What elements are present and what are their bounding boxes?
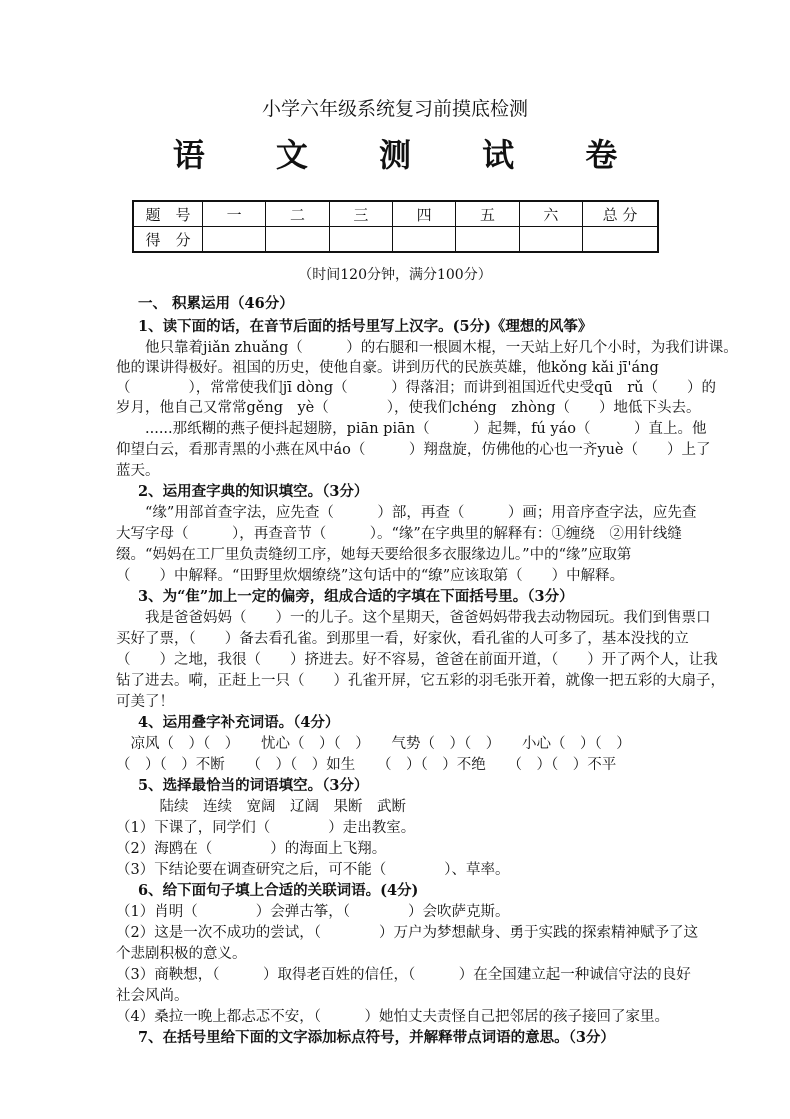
score-table-header-row bbox=[133, 201, 658, 227]
question-line: （ ）中解释。“田野里炊烟缭绕”这句话中的“缭”应该取第（ ）中解释。 bbox=[116, 568, 625, 584]
question-title: 4、运用叠字补充词语。（4分） bbox=[138, 714, 340, 731]
question-title: 1、读下面的话，在音节后面的括号里写上汉字。(5分)《理想的风筝》 bbox=[138, 318, 593, 335]
question-title: 5、选择最恰当的词语填空。（3分） bbox=[138, 777, 369, 794]
score-cell: 六 bbox=[519, 201, 582, 227]
score-input-cell[interactable] bbox=[392, 227, 455, 253]
question-line: （4）桑拉一晚上都忐忑不安，（ ）她怕丈夫责怪自己把邻居的孩子接回了家里。 bbox=[116, 1009, 669, 1025]
question-line: （3）下结论要在调查研究之后，可不能（ ）、草率。 bbox=[116, 862, 510, 878]
question-title: 7、在括号里给下面的文字添加标点符号，并解释带点词语的意思。（3分） bbox=[138, 1029, 615, 1046]
question-line: 凉风（ ）（ ） 忧心（ ）（ ） 气势（ ）（ ） 小心（ ）（ ） bbox=[116, 736, 631, 752]
question-line: 我是爸爸妈妈（ ）一的儿子。这个星期天，爸爸妈妈带我去动物园玩。我们到售票口 bbox=[116, 610, 711, 626]
score-input-cell[interactable] bbox=[266, 227, 329, 253]
score-cell: 题 号 bbox=[133, 201, 203, 227]
question-line: （1）下课了，同学们（ ）走出教室。 bbox=[116, 820, 416, 836]
question-line: “缘”用部首查字法，应先查（ ）部，再查（ ）画；用音序查字法，应先查 bbox=[116, 505, 697, 521]
score-input-cell[interactable] bbox=[329, 227, 392, 253]
question-line: 个悲剧积极的意义。 bbox=[116, 946, 247, 962]
question-line: 缀。“妈妈在工厂里负责缝纫工序，她每天要给很多衣服缘边儿。”中的“缘”应取第 bbox=[116, 547, 632, 563]
score-table-score-row bbox=[133, 227, 658, 253]
score-input-cell[interactable] bbox=[583, 227, 659, 253]
question-line: （ ）（ ）不断 （ ）（ ）如生 （ ）（ ）不绝 （ ）（ ）不平 bbox=[116, 757, 617, 773]
question-line: 岁月，他自己又常常gěng yè（ ），使我们chéng zhòng（ ）地低下头去。 bbox=[116, 400, 701, 416]
question-line: （3）商鞅想，（ ）取得老百姓的信任，（ ）在全国建立起一种诚信守法的良好 bbox=[116, 967, 691, 983]
question-line: 可美了！ bbox=[116, 694, 174, 710]
score-input-cell[interactable] bbox=[456, 227, 519, 253]
question-line: 买好了票，（ ）备去看孔雀。到那里一看，好家伙，看孔雀的人可多了，基本没找的立 bbox=[116, 631, 689, 647]
score-cell: 四 bbox=[392, 201, 455, 227]
question-line: （2）这是一次不成功的尝试，（ ）万户为梦想献身、勇于实践的探索精神赋予了这 bbox=[116, 925, 698, 941]
time-note: （时间120分钟，满分100分） bbox=[298, 267, 492, 283]
question-line: 仰望白云，看那青黑的小燕在风中áo（ ）翔盘旋，仿佛他的心也一齐yuè（ ）上了 bbox=[116, 442, 711, 458]
question-line: （1）肖明（ ）会弹古筝，（ ）会吹萨克斯。 bbox=[116, 904, 510, 920]
score-table bbox=[132, 200, 659, 253]
question-line: 陆续 连续 宽阔 辽阔 果断 武断 bbox=[116, 799, 406, 815]
score-cell: 一 bbox=[203, 201, 266, 227]
score-cell: 二 bbox=[266, 201, 329, 227]
question-line: （2）海鸥在（ ）的海面上飞翔。 bbox=[116, 841, 387, 857]
question-line: （ ）之地，我很（ ）挤进去。好不容易，爸爸在前面开道，（ ）开了两个人，让我 bbox=[116, 652, 718, 668]
question-line: 钻了进去。嗬，正赶上一只（ ）孔雀开屏，它五彩的羽毛张开着，就像一把五彩的大扇子， bbox=[116, 673, 725, 689]
score-cell: 三 bbox=[329, 201, 392, 227]
section-heading: 一、 积累运用（46分） bbox=[138, 295, 294, 312]
exam-title: 语 文 测 试 卷 bbox=[172, 136, 648, 174]
score-input-cell[interactable] bbox=[519, 227, 582, 253]
question-line: ......那纸糊的燕子便抖起翅膀，piān piān（ ）起舞，fú yáo（ ）直上。他 bbox=[116, 421, 707, 437]
question-line: 蓝天。 bbox=[116, 463, 160, 479]
question-title: 6、给下面句子填上合适的关联词语。(4分) bbox=[138, 882, 419, 899]
score-cell: 总 分 bbox=[583, 201, 659, 227]
question-title: 2、运用查字典的知识填空。（3分） bbox=[138, 483, 369, 500]
question-line: 他的课讲得极好。祖国的历史，使他自豪。讲到历代的民族英雄，他kǒng kǎi jī'áng bbox=[116, 360, 659, 376]
score-cell: 得 分 bbox=[133, 227, 203, 253]
score-cell: 五 bbox=[456, 201, 519, 227]
question-line: 他只靠着jiǎn zhuǎng（ ）的右腿和一根圆木棍，一天站上好几个小时，为我们讲课。 bbox=[116, 340, 738, 356]
question-title: 3、为“隹”加上一定的偏旁，组成合适的字填在下面括号里。（3分） bbox=[138, 588, 574, 605]
exam-subtitle: 小学六年级系统复习前摸底检测 bbox=[261, 98, 528, 120]
question-line: 大写字母（ ），再查音节（ ）。“缘”在字典里的解释有：①缠绕 ②用针线缝 bbox=[116, 526, 682, 542]
question-line: （ ），常常使我们jī dòng（ ）得落泪；而讲到祖国近代史受qū rǔ（ ）的 bbox=[116, 380, 717, 396]
score-input-cell[interactable] bbox=[203, 227, 266, 253]
question-line: 社会风尚。 bbox=[116, 988, 189, 1004]
